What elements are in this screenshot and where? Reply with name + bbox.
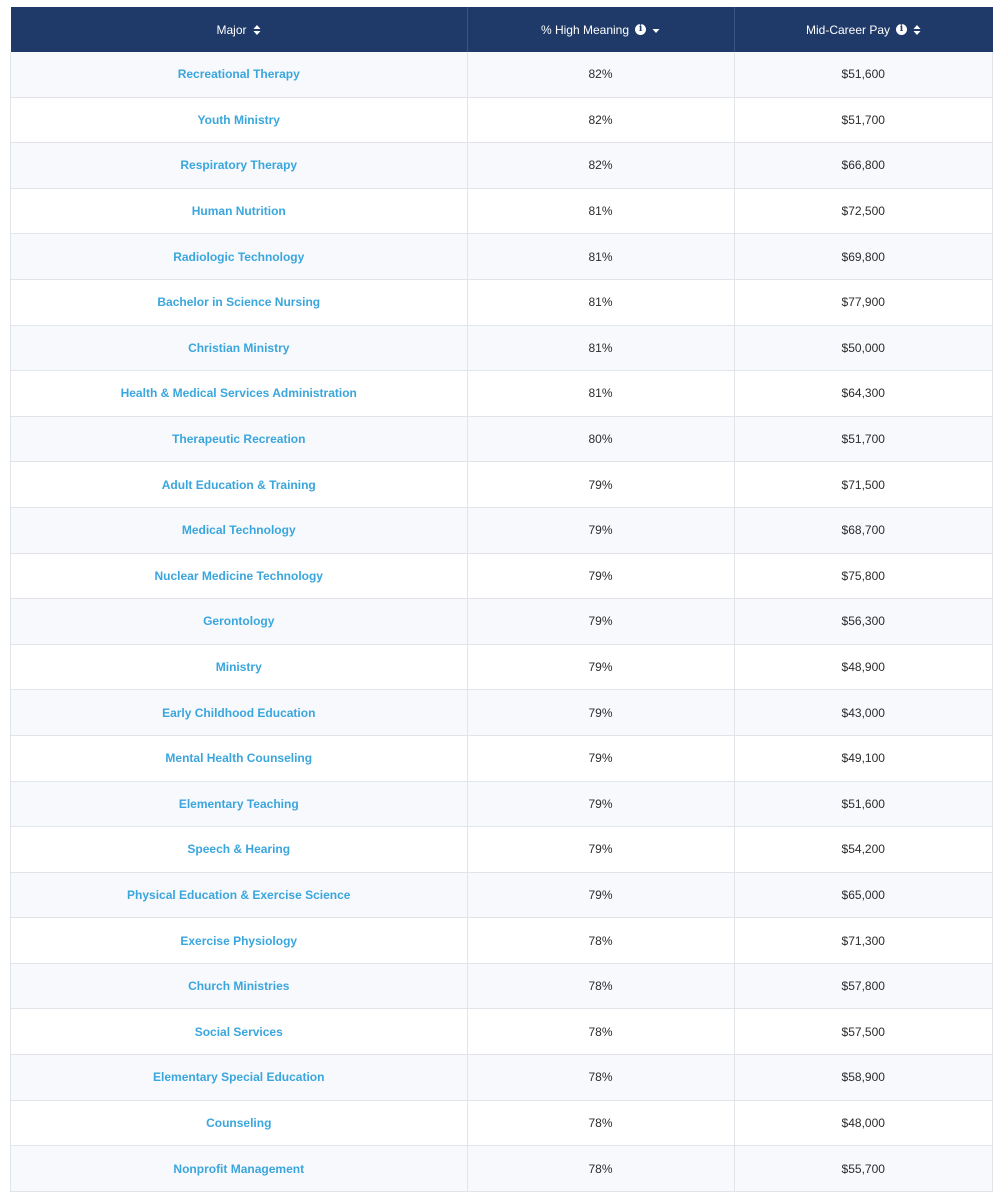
cell-high-meaning: 79%: [467, 827, 734, 873]
cell-major: [11, 690, 468, 736]
table-row: [11, 735, 993, 781]
cell-mid-career-pay: $58,900: [734, 1055, 993, 1101]
cell-major: [11, 188, 468, 234]
cell-mid-career-pay: $55,700: [734, 1146, 993, 1192]
cell-high-meaning: 82%: [467, 52, 734, 97]
table-row: [11, 690, 993, 736]
table-row: [11, 97, 993, 143]
cell-major: [11, 416, 468, 462]
cell-major: [11, 963, 468, 1009]
cell-high-meaning: 79%: [467, 735, 734, 781]
column-header-major-label: Major: [216, 22, 247, 37]
table-row: [11, 1009, 993, 1055]
cell-mid-career-pay: $72,500: [734, 188, 993, 234]
table-row: [11, 1100, 993, 1146]
cell-mid-career-pay: $66,800: [734, 143, 993, 189]
info-icon[interactable]: i: [896, 24, 907, 35]
cell-high-meaning: 79%: [467, 644, 734, 690]
column-header-mid-career-pay-inner: [806, 23, 921, 37]
cell-mid-career-pay: $48,000: [734, 1100, 993, 1146]
cell-high-meaning: 80%: [467, 416, 734, 462]
table-row: [11, 234, 993, 280]
major-link[interactable]: Elementary Special Education: [153, 1070, 325, 1085]
cell-major: [11, 644, 468, 690]
cell-high-meaning: 81%: [467, 188, 734, 234]
cell-high-meaning: 79%: [467, 781, 734, 827]
cell-major: [11, 1055, 468, 1101]
major-link[interactable]: Physical Education & Exercise Science: [127, 887, 351, 902]
cell-major: [11, 325, 468, 371]
header-row: [11, 7, 993, 52]
major-link[interactable]: Therapeutic Recreation: [172, 432, 306, 447]
table-row: [11, 52, 993, 97]
table-row: [11, 416, 993, 462]
cell-major: [11, 234, 468, 280]
major-link[interactable]: Nonprofit Management: [173, 1161, 305, 1176]
cell-mid-career-pay: $50,000: [734, 325, 993, 371]
major-link[interactable]: Mental Health Counseling: [165, 751, 313, 766]
cell-mid-career-pay: $56,300: [734, 599, 993, 645]
major-link[interactable]: Exercise Physiology: [180, 933, 298, 948]
cell-high-meaning: 82%: [467, 97, 734, 143]
column-header-mid-career-pay-label: Mid-Career Pay: [805, 22, 891, 37]
cell-high-meaning: 78%: [467, 1055, 734, 1101]
column-header-high-meaning[interactable]: [467, 7, 734, 52]
major-link[interactable]: Health & Medical Services Administration: [120, 386, 357, 401]
cell-mid-career-pay: $51,600: [734, 52, 993, 97]
cell-high-meaning: 81%: [467, 371, 734, 417]
cell-mid-career-pay: $68,700: [734, 507, 993, 553]
cell-high-meaning: 78%: [467, 963, 734, 1009]
cell-high-meaning: 79%: [467, 462, 734, 508]
table-row: [11, 644, 993, 690]
table-row: [11, 325, 993, 371]
cell-major: [11, 1009, 468, 1055]
sort-icon[interactable]: [913, 25, 921, 35]
cell-mid-career-pay: $71,300: [734, 918, 993, 964]
cell-high-meaning: 81%: [467, 279, 734, 325]
major-link[interactable]: Christian Ministry: [188, 340, 290, 355]
table-row: [11, 188, 993, 234]
major-link[interactable]: Bachelor in Science Nursing: [157, 295, 321, 310]
cell-high-meaning: 81%: [467, 234, 734, 280]
cell-high-meaning: 79%: [467, 872, 734, 918]
cell-major: [11, 279, 468, 325]
major-link[interactable]: Speech & Hearing: [187, 842, 291, 857]
table-row: [11, 553, 993, 599]
major-link[interactable]: Radiologic Technology: [173, 249, 305, 264]
cell-major: [11, 1146, 468, 1192]
cell-mid-career-pay: $51,700: [734, 97, 993, 143]
major-link[interactable]: Elementary Teaching: [178, 796, 299, 811]
cell-major: [11, 827, 468, 873]
major-link[interactable]: Recreational Therapy: [177, 67, 300, 82]
cell-major: [11, 918, 468, 964]
info-icon[interactable]: i: [635, 24, 646, 35]
column-header-major[interactable]: [11, 7, 468, 52]
cell-high-meaning: 82%: [467, 143, 734, 189]
cell-mid-career-pay: $65,000: [734, 872, 993, 918]
majors-table: [10, 7, 993, 1192]
cell-high-meaning: 78%: [467, 1009, 734, 1055]
table-row: [11, 781, 993, 827]
cell-high-meaning: 79%: [467, 599, 734, 645]
cell-mid-career-pay: $48,900: [734, 644, 993, 690]
table-row: [11, 1146, 993, 1192]
column-header-high-meaning-inner: [541, 23, 660, 37]
column-header-major-inner: [216, 23, 260, 37]
major-link[interactable]: Social Services: [194, 1024, 283, 1039]
cell-high-meaning: 78%: [467, 918, 734, 964]
cell-high-meaning: 78%: [467, 1100, 734, 1146]
major-link[interactable]: Early Childhood Education: [162, 705, 316, 720]
cell-mid-career-pay: $51,700: [734, 416, 993, 462]
major-link[interactable]: Adult Education & Training: [161, 477, 316, 492]
cell-mid-career-pay: $54,200: [734, 827, 993, 873]
table-row: [11, 963, 993, 1009]
table-body: [11, 52, 993, 1191]
cell-mid-career-pay: $51,600: [734, 781, 993, 827]
major-link[interactable]: Ministry: [215, 660, 262, 675]
cell-mid-career-pay: $71,500: [734, 462, 993, 508]
cell-major: [11, 781, 468, 827]
cell-major: [11, 553, 468, 599]
major-link[interactable]: Gerontology: [203, 614, 275, 629]
major-link[interactable]: Nuclear Medicine Technology: [154, 568, 323, 583]
table-row: [11, 143, 993, 189]
major-link[interactable]: Respiratory Therapy: [180, 158, 298, 173]
cell-major: [11, 735, 468, 781]
cell-mid-career-pay: $57,800: [734, 963, 993, 1009]
cell-major: [11, 371, 468, 417]
cell-mid-career-pay: $57,500: [734, 1009, 993, 1055]
cell-mid-career-pay: $77,900: [734, 279, 993, 325]
cell-high-meaning: 79%: [467, 553, 734, 599]
table-row: [11, 462, 993, 508]
major-link[interactable]: Human Nutrition: [191, 204, 286, 219]
cell-mid-career-pay: $49,100: [734, 735, 993, 781]
column-header-high-meaning-label: % High Meaning: [540, 22, 630, 37]
sort-desc-icon[interactable]: [652, 25, 660, 35]
major-link[interactable]: Medical Technology: [181, 523, 296, 538]
cell-high-meaning: 79%: [467, 690, 734, 736]
major-link[interactable]: Counseling: [206, 1115, 272, 1130]
cell-major: [11, 52, 468, 97]
cell-major: [11, 599, 468, 645]
cell-mid-career-pay: $43,000: [734, 690, 993, 736]
table-row: [11, 1055, 993, 1101]
table-row: [11, 279, 993, 325]
table-row: [11, 827, 993, 873]
cell-major: [11, 507, 468, 553]
sort-icon[interactable]: [253, 25, 261, 35]
table-row: [11, 507, 993, 553]
table-row: [11, 918, 993, 964]
table-row: [11, 371, 993, 417]
cell-major: [11, 97, 468, 143]
cell-mid-career-pay: $75,800: [734, 553, 993, 599]
cell-high-meaning: 78%: [467, 1146, 734, 1192]
major-link[interactable]: Church Ministries: [188, 979, 290, 994]
cell-major: [11, 1100, 468, 1146]
cell-major: [11, 143, 468, 189]
table-header: [11, 7, 993, 52]
cell-mid-career-pay: $64,300: [734, 371, 993, 417]
table-row: [11, 872, 993, 918]
cell-mid-career-pay: $69,800: [734, 234, 993, 280]
majors-table-container: [10, 7, 990, 1192]
major-link[interactable]: Youth Ministry: [197, 112, 280, 127]
cell-high-meaning: 79%: [467, 507, 734, 553]
cell-major: [11, 462, 468, 508]
cell-high-meaning: 81%: [467, 325, 734, 371]
column-header-mid-career-pay[interactable]: [734, 7, 993, 52]
cell-major: [11, 872, 468, 918]
table-row: [11, 599, 993, 645]
